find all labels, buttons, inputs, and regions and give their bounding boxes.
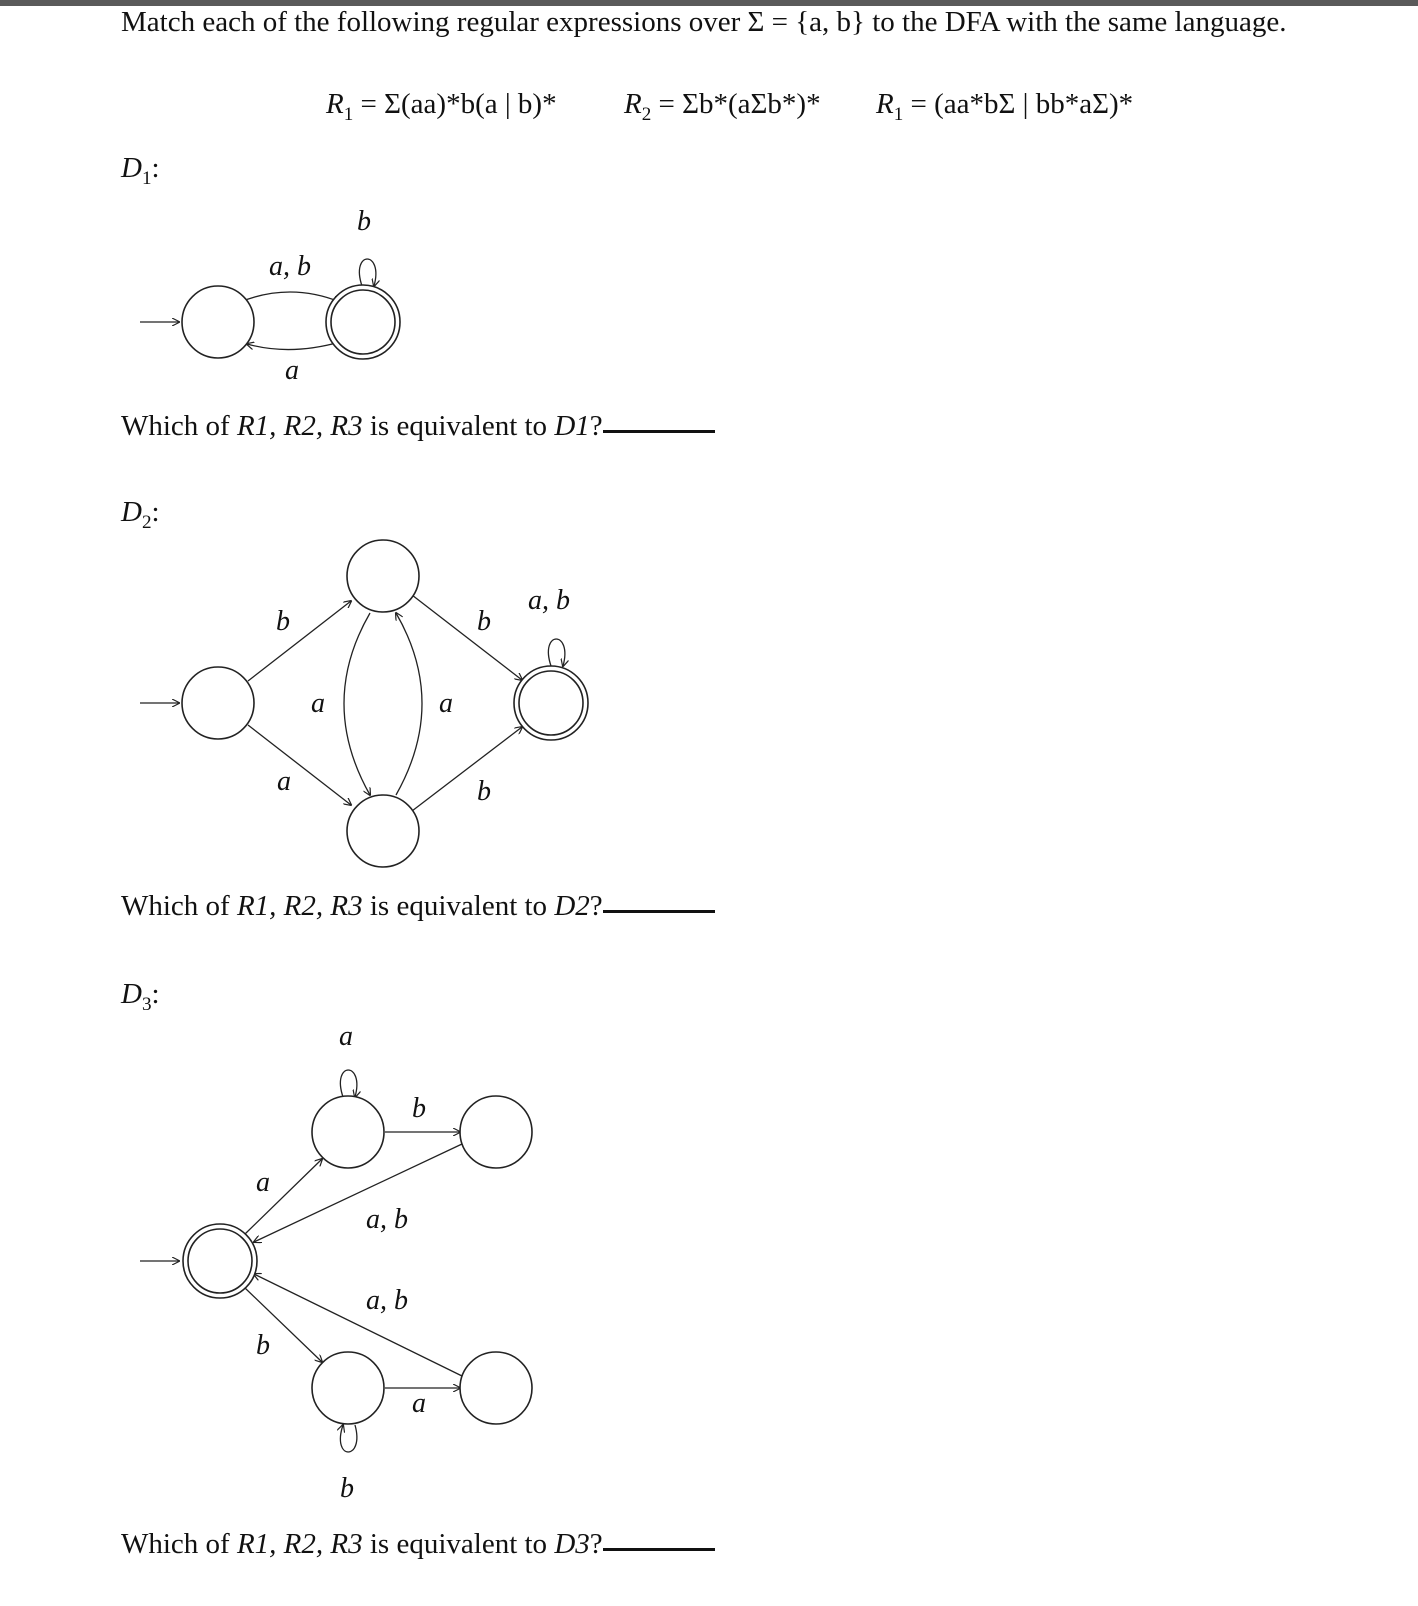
- d3-label-lower-right: a: [412, 1388, 426, 1419]
- d2-label-start-bottom: a: [277, 766, 291, 797]
- regex-r2: $R_2 = \Sigma b*(a\Sigma b*)*$: [624, 88, 821, 125]
- d1-edge-loop: [359, 259, 375, 286]
- d3-edge-upper-loop: [340, 1070, 356, 1097]
- d3-state-lower: [312, 1352, 384, 1424]
- d1-label-forward: a, b: [269, 251, 311, 282]
- d3-label-start-lower: b: [256, 1330, 270, 1361]
- d2-state-start: [182, 667, 254, 739]
- d3-label-lower-loop: b: [340, 1473, 354, 1504]
- d2-state-bottom: [347, 795, 419, 867]
- d2-label-top-accept: b: [477, 606, 491, 637]
- d3-state-upper-right: [460, 1096, 532, 1168]
- question-d1: Which of R1, R2, R3 is equivalent to D1?: [121, 410, 603, 442]
- d1-label-back: a: [285, 355, 299, 386]
- regex-r3: $R_1 = (aa*b\Sigma$ | bb*aΣ)*: [876, 88, 1134, 125]
- d2-label-top-bottom: a: [311, 688, 325, 719]
- d2-edge-top-bottom: [344, 613, 370, 795]
- regex-r1: $R_1 = \Sigma(aa)*b(a$ | b)*: [326, 88, 557, 125]
- dfa-label-d1: $D_1$:: [121, 152, 160, 189]
- d2-state-accept-inner: [519, 671, 583, 735]
- d3-label-lowerright-start: a, b: [366, 1285, 408, 1316]
- answer-blank-d1[interactable]: [603, 430, 715, 433]
- d3-label-upper-right: b: [412, 1093, 426, 1124]
- d3-label-right-start: a, b: [366, 1204, 408, 1235]
- d3-state-upper: [312, 1096, 384, 1168]
- d2-label-bottom-accept: b: [477, 776, 491, 807]
- dfa-label-d2: $D_2$:: [121, 496, 160, 533]
- d2-edge-top-accept: [412, 595, 522, 680]
- d2-edge-bottom-top: [396, 613, 422, 795]
- d3-label-upper-loop: a: [339, 1021, 353, 1052]
- d2-state-top: [347, 540, 419, 612]
- d3-state-lower-right: [460, 1352, 532, 1424]
- d1-state-start: [182, 286, 254, 358]
- question-d3: Which of R1, R2, R3 is equivalent to D3?: [121, 1528, 603, 1560]
- dfa-label-d3: $D_3$:: [121, 978, 160, 1015]
- d3-edge-lower-loop: [340, 1425, 356, 1452]
- d2-edge-start-bottom: [248, 725, 351, 805]
- d2-label-start-top: b: [276, 606, 290, 637]
- d3-label-start-upper: a: [256, 1167, 270, 1198]
- d1-state-accept-inner: [331, 290, 395, 354]
- d2-edge-accept-loop: [548, 639, 564, 666]
- d1-edge-back: [247, 342, 340, 350]
- d1-label-loop: b: [357, 206, 371, 237]
- answer-blank-d3[interactable]: [603, 1548, 715, 1551]
- d1-edge-forward: [240, 292, 340, 302]
- d2-label-bottom-top: a: [439, 688, 453, 719]
- question-d2: Which of R1, R2, R3 is equivalent to D2?: [121, 890, 603, 922]
- d2-edge-bottom-accept: [412, 727, 522, 811]
- answer-blank-d2[interactable]: [603, 910, 715, 913]
- d2-label-accept-loop: a, b: [528, 585, 570, 616]
- d3-state-start-inner: [188, 1229, 252, 1293]
- problem-statement: Match each of the following regular expressions over Σ = {a, b} to the DFA with the same language.: [121, 6, 1287, 38]
- d2-edge-start-top: [248, 601, 351, 681]
